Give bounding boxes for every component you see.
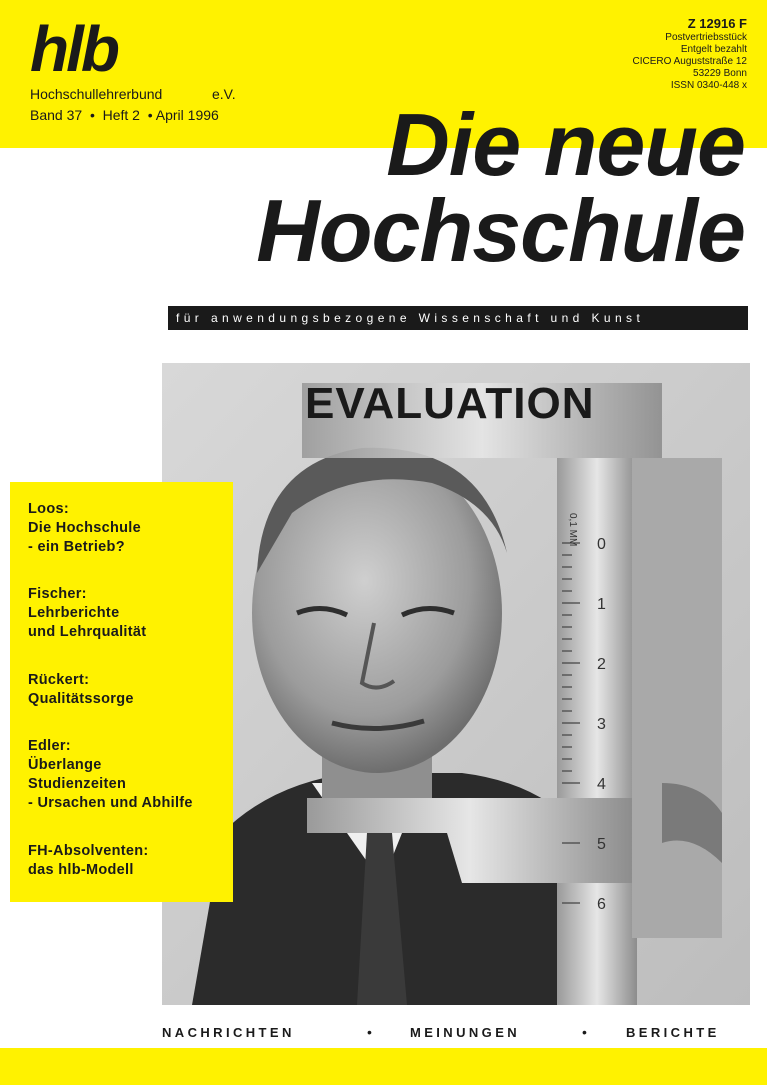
postal-line: ISSN 0340-448 x — [670, 80, 747, 91]
subtitle-bar: für anwendungsbezogene Wissenschaft und Kunst — [168, 306, 748, 330]
scale-number: 1 — [597, 596, 606, 613]
toc-author: FH-Absolventen: — [28, 843, 149, 859]
title-line-2: Hochschule — [256, 181, 745, 280]
scale-number: 2 — [597, 656, 606, 673]
toc-title-line: das hlb-Modell — [28, 862, 134, 878]
toc-title-line: - Ursachen und Abhilfe — [28, 795, 193, 811]
hlb-logo: hlb — [30, 13, 117, 85]
scale-number: 3 — [597, 716, 606, 733]
postal-line: 53229 Bonn — [693, 68, 747, 79]
toc-entry — [28, 737, 193, 813]
caliper-label: 0,1 MM — [567, 513, 578, 547]
toc-entry — [28, 585, 146, 642]
footer-section-opinions: MEINUNGEN — [410, 1025, 521, 1040]
postal-line: CICERO Auguststraße 12 — [632, 56, 747, 67]
postal-info — [633, 16, 748, 92]
toc-author: Edler: — [28, 738, 71, 754]
toc-title-line: Studienzeiten — [28, 776, 127, 792]
scale-number: 4 — [597, 776, 606, 793]
toc-entry — [28, 500, 141, 557]
toc-title-line: und Lehrqualität — [28, 624, 147, 640]
toc-entry — [28, 671, 134, 709]
scale-number: 6 — [597, 896, 606, 913]
toc-author: Fischer: — [28, 586, 87, 602]
postal-line: Postvertriebsstück — [665, 32, 747, 43]
cover-photo — [162, 363, 750, 1005]
title-line-1: Die neue — [386, 95, 745, 194]
caliper-slider — [632, 458, 722, 938]
toc-entry — [28, 842, 149, 880]
association-name: Hochschullehrerbund — [30, 86, 163, 102]
toc-title-line: Überlange — [28, 757, 102, 773]
postal-line: Entgelt bezahlt — [680, 44, 747, 55]
toc-author: Rückert: — [28, 672, 90, 688]
toc-title-line: Lehrberichte — [28, 605, 120, 621]
cover-photo-illustration — [162, 363, 750, 1005]
toc-title-line: Die Hochschule — [28, 520, 141, 536]
magazine-title — [256, 95, 745, 280]
footer-separator: • — [582, 1024, 587, 1040]
toc-title-line: - ein Betrieb? — [28, 539, 125, 555]
scale-number: 0 — [597, 536, 606, 553]
footer-section-news: NACHRICHTEN — [162, 1025, 295, 1040]
footer-section-reports: BERICHTE — [626, 1025, 720, 1040]
issue-info: Band 37 • Heft 2 • April 1996 — [30, 107, 219, 123]
bottom-yellow-band — [0, 1048, 767, 1085]
cover-theme-heading: EVALUATION — [305, 379, 595, 428]
footer-separator: • — [367, 1024, 372, 1040]
postal-code: Z 12916 F — [687, 16, 747, 31]
scale-number: 5 — [597, 836, 606, 853]
association-suffix: e.V. — [212, 86, 236, 102]
toc-author: Loos: — [28, 501, 69, 517]
toc-title-line: Qualitätssorge — [28, 691, 134, 707]
